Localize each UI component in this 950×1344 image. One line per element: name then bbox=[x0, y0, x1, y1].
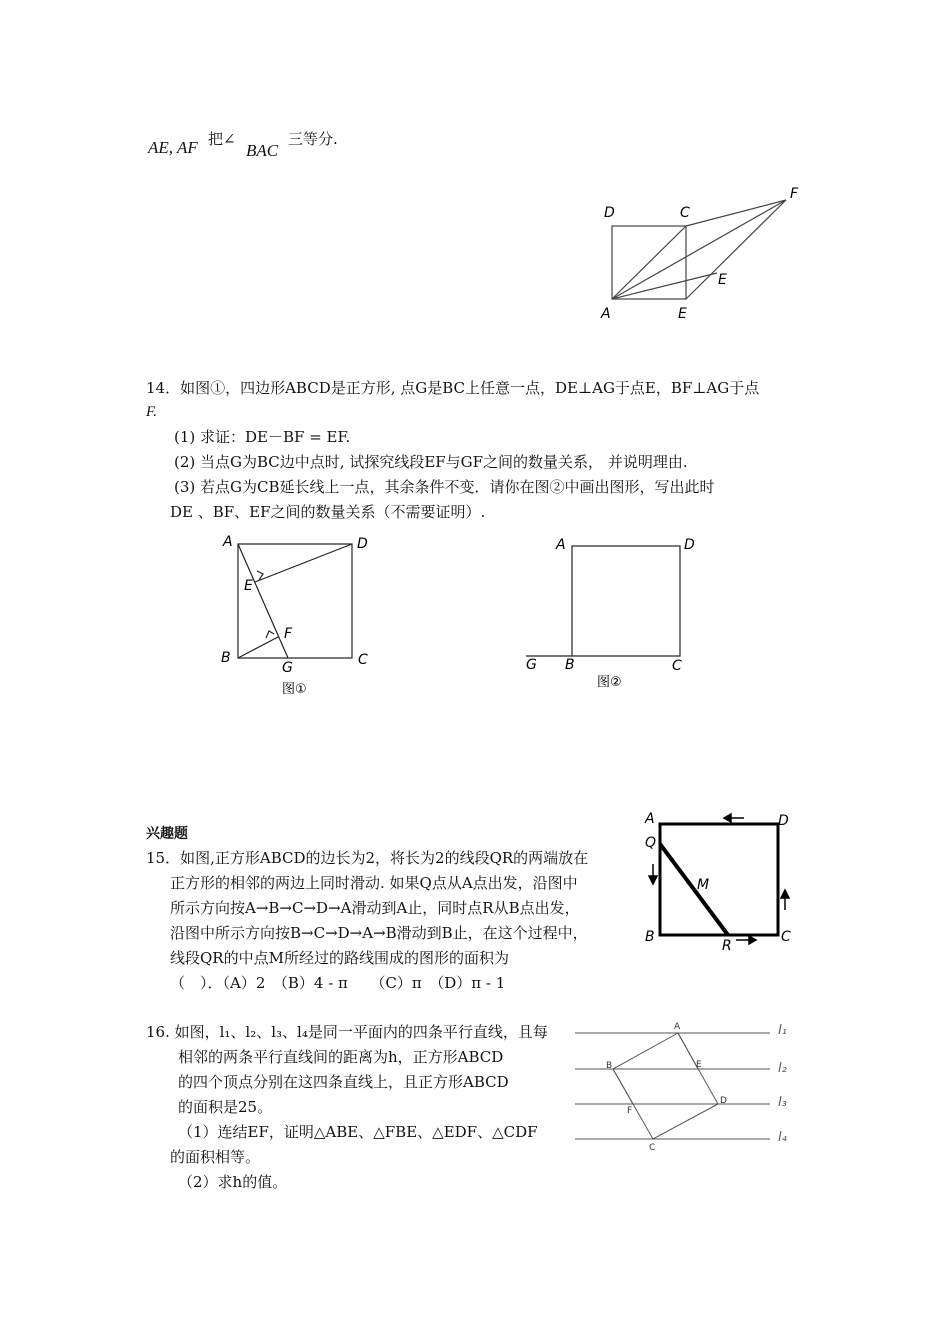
label-e-upper: E bbox=[718, 272, 727, 288]
segment-de bbox=[255, 544, 352, 582]
label-d: D bbox=[684, 537, 695, 553]
label-b: B bbox=[606, 1061, 613, 1071]
square bbox=[572, 546, 680, 656]
q14-line2: F. bbox=[146, 404, 157, 420]
segment-af bbox=[612, 200, 786, 299]
q14-part3a: (3) 若点G为CB延长线上一点，其余条件不变．请你在图②中画出图形，写出此时 bbox=[174, 478, 715, 496]
square-abcd bbox=[613, 1033, 718, 1139]
segment-qr bbox=[660, 844, 728, 935]
label-g: G bbox=[526, 657, 537, 673]
label-f: F bbox=[627, 1106, 633, 1116]
label-a: A bbox=[645, 811, 655, 827]
label-a: A bbox=[674, 1022, 681, 1032]
label-l3: l₃ bbox=[778, 1095, 787, 1110]
caption-fig1: 图① bbox=[282, 682, 307, 697]
q16-line4: 的面积是25。 bbox=[178, 1098, 273, 1116]
arrow-top-head bbox=[724, 814, 731, 822]
segment-cf bbox=[686, 200, 786, 226]
segment-bf bbox=[238, 637, 278, 658]
figure-13 bbox=[590, 178, 820, 328]
label-e: E bbox=[244, 578, 253, 594]
segment-ag bbox=[238, 544, 288, 658]
square bbox=[238, 544, 352, 658]
label-d: D bbox=[720, 1096, 727, 1106]
label-c: C bbox=[649, 1143, 656, 1153]
label-f: F bbox=[284, 626, 293, 642]
arrow-bottom-head bbox=[749, 936, 756, 944]
label-a: A bbox=[601, 306, 611, 322]
q16-line3: 的四个顶点分别在这四条直线上，且正方形ABCD bbox=[178, 1073, 509, 1091]
segment-ae bbox=[678, 1033, 698, 1069]
right-angle-f bbox=[266, 631, 274, 638]
q15-line2: 正方形的相邻的两边上同时滑动. 如果Q点从A点出发，沿图中 bbox=[170, 874, 578, 892]
q16-line2: 相邻的两条平行直线间的距离为h，正方形ABCD bbox=[178, 1048, 504, 1066]
label-c: C bbox=[358, 652, 368, 668]
label-e: E bbox=[696, 1060, 702, 1070]
segment-ae bbox=[612, 273, 717, 299]
label-c: C bbox=[672, 658, 682, 674]
q16-part1b: 的面积相等。 bbox=[170, 1148, 261, 1166]
label-l1: l₁ bbox=[778, 1023, 787, 1038]
arrow-left-head bbox=[649, 876, 657, 884]
intro-text-a: 把∠ bbox=[208, 130, 236, 148]
label-l4: l₄ bbox=[778, 1130, 787, 1145]
intro-text-b: 三等分. bbox=[288, 130, 338, 148]
figure-15 bbox=[640, 806, 805, 956]
label-b: B bbox=[221, 650, 231, 666]
label-b: B bbox=[645, 929, 655, 945]
q15-line1: 15．如图,正方形ABCD的边长为2，将长为2的线段QR的两端放在 bbox=[146, 849, 589, 867]
q16-part1a: （1）连结EF，证明△ABE、△FBE、△EDF、△CDF bbox=[178, 1123, 538, 1141]
segment-bf bbox=[613, 1069, 633, 1104]
figure-14a bbox=[210, 530, 380, 705]
caption-fig2: 图② bbox=[597, 675, 622, 690]
q14-line1: 14．如图①，四边形ABCD是正方形, 点G是BC上任意一点，DE⊥AG于点E，BF⊥AG于点 bbox=[146, 379, 760, 397]
q15-line3: 所示方向按A→B→C→D→A滑动到A止，同时点R从B点出发， bbox=[170, 899, 580, 917]
segment-ef bbox=[686, 200, 786, 299]
label-e-lower: E bbox=[678, 306, 687, 322]
square-abcd bbox=[660, 824, 778, 935]
label-g: G bbox=[282, 660, 293, 676]
intro-line bbox=[148, 128, 448, 168]
label-l2: l₂ bbox=[778, 1061, 787, 1076]
label-c: C bbox=[781, 929, 791, 945]
label-a: A bbox=[556, 537, 566, 553]
q15-line5: 线段QR的中点M所经过的路线围成的图形的面积为 bbox=[170, 949, 509, 967]
label-a: A bbox=[223, 534, 233, 550]
intro-math-a: AE, AF bbox=[148, 138, 198, 157]
intro-math-b: BAC bbox=[246, 141, 279, 160]
label-b: B bbox=[565, 657, 575, 673]
label-q: Q bbox=[645, 835, 657, 851]
diagonal-ac bbox=[612, 226, 686, 299]
q16-part2: （2）求h的值。 bbox=[178, 1173, 288, 1191]
q15-line4: 沿图中所示方向按B→C→D→A→B滑动到B止，在这个过程中， bbox=[170, 924, 588, 942]
arrow-right-head bbox=[781, 890, 789, 898]
q14-part2: (2) 当点G为BC边中点时, 试探究线段EF与GF之间的数量关系， 并说明理由. bbox=[174, 453, 688, 471]
label-c: C bbox=[680, 205, 690, 221]
label-r: R bbox=[722, 938, 732, 954]
figure-14b bbox=[520, 530, 700, 695]
label-m: M bbox=[697, 877, 710, 893]
figure-16 bbox=[570, 1014, 800, 1159]
interest-heading: 兴趣题 bbox=[146, 826, 188, 842]
label-d: D bbox=[778, 813, 789, 829]
label-d: D bbox=[357, 536, 368, 552]
q14-part3b: DE 、BF、EF之间的数量关系（不需要证明）. bbox=[170, 503, 486, 521]
q15-options: （ ）．（A）2 （B）4 - π （C）π （D）π - 1 bbox=[170, 974, 506, 992]
q14-part1: (1) 求证：DE－BF = EF. bbox=[174, 428, 351, 446]
label-f: F bbox=[790, 186, 799, 202]
q16-line1: 16. 如图，l₁、l₂、l₃、l₄是同一平面内的四条平行直线，且每 bbox=[146, 1023, 548, 1041]
label-d: D bbox=[604, 205, 615, 221]
